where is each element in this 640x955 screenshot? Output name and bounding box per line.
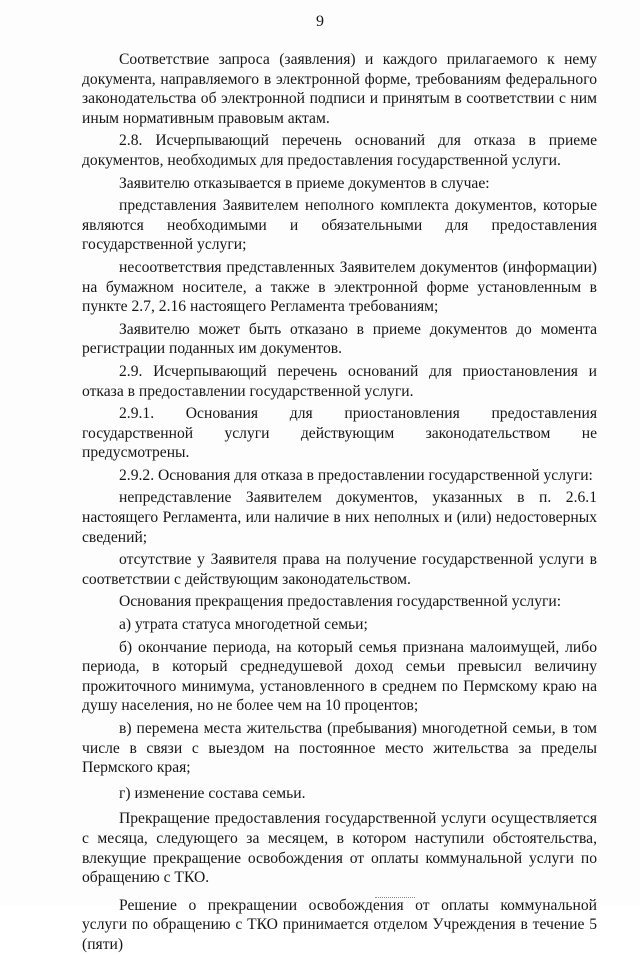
paragraph: несоответствия представленных Заявителем документов (информации) на бумажном носителе, а также в электронной форме установленным в пункте 2.7, 2.16 настоящего Регламента требованиям;: [82, 258, 597, 316]
paragraph: Решение о прекращении освобождения от оплаты коммунальной услуги по обращению с ТКО принимается отделом Учреждения в течение 5 (пяти): [82, 896, 597, 953]
paragraph: б) окончание периода, на который семья признана малоимущей, либо периода, в который среднедушевой доход семьи превысил величину прожиточного минимума, установленного в среднем по Пермскому краю на душу населения, но не более чем на 10 процентов;: [82, 638, 597, 715]
paragraph: в) перемена места жительства (пребывания) многодетной семьи, в том числе в связи с выездом на постоянное место жительства за пределы Пермского края;: [82, 720, 597, 777]
paragraph: 2.8. Исчерпывающий перечень оснований для отказа в приеме документов, необходимых для предоставления государственной услуги.: [82, 132, 597, 169]
paragraph: Заявителю может быть отказано в приеме документов до момента регистрации поданных им документов.: [82, 320, 597, 358]
page-number: 9: [316, 13, 324, 30]
scan-artifact: [375, 897, 415, 899]
paragraph: 2.9.2. Основания для отказа в предоставлении государственной услуги:: [119, 466, 593, 484]
paragraph: Соответствие запроса (заявления) и каждого прилагаемого к нему документа, направляемого в электронной форме, требованиям федерального законодательства об электронной подписи и принятым в соответствии с ним иным нормативным правовым актам.: [82, 51, 597, 127]
paragraph: Основания прекращения предоставления государственной услуги:: [119, 593, 562, 611]
paragraph: отсутствие у Заявителя права на получение государственной услуги в соответствии с действующим законодательством.: [82, 551, 597, 588]
paragraph: представления Заявителем неполного комплекта документов, которые являются необходимыми и обязательными для предоставления государственной услуги;: [82, 197, 597, 254]
paragraph: Прекращение предоставления государственной услуги осуществляется с месяца, следующего за месяцем, в котором наступили обстоятельства, влекущие прекращение освобождения от оплаты коммунальной услуги по обращению с ТКО.: [82, 810, 597, 887]
paragraph: непредставление Заявителем документов, указанных в п. 2.6.1 настоящего Регламента, или наличие в них неполных и (или) недостоверных сведений;: [82, 489, 597, 546]
paragraph: г) изменение состава семьи.: [119, 784, 306, 802]
document-body: [82, 50, 597, 955]
paragraph: Заявителю отказывается в приеме документов в случае:: [119, 174, 490, 192]
paragraph: 2.9. Исчерпывающий перечень оснований для приостановления и отказа в предоставлении государственной услуги.: [82, 362, 597, 400]
paragraph: 2.9.1. Основания для приостановления предоставления государственной услуги действующим законодательством не предусмотрены.: [82, 405, 597, 462]
paragraph: а) утрата статуса многодетной семьи;: [119, 616, 368, 634]
